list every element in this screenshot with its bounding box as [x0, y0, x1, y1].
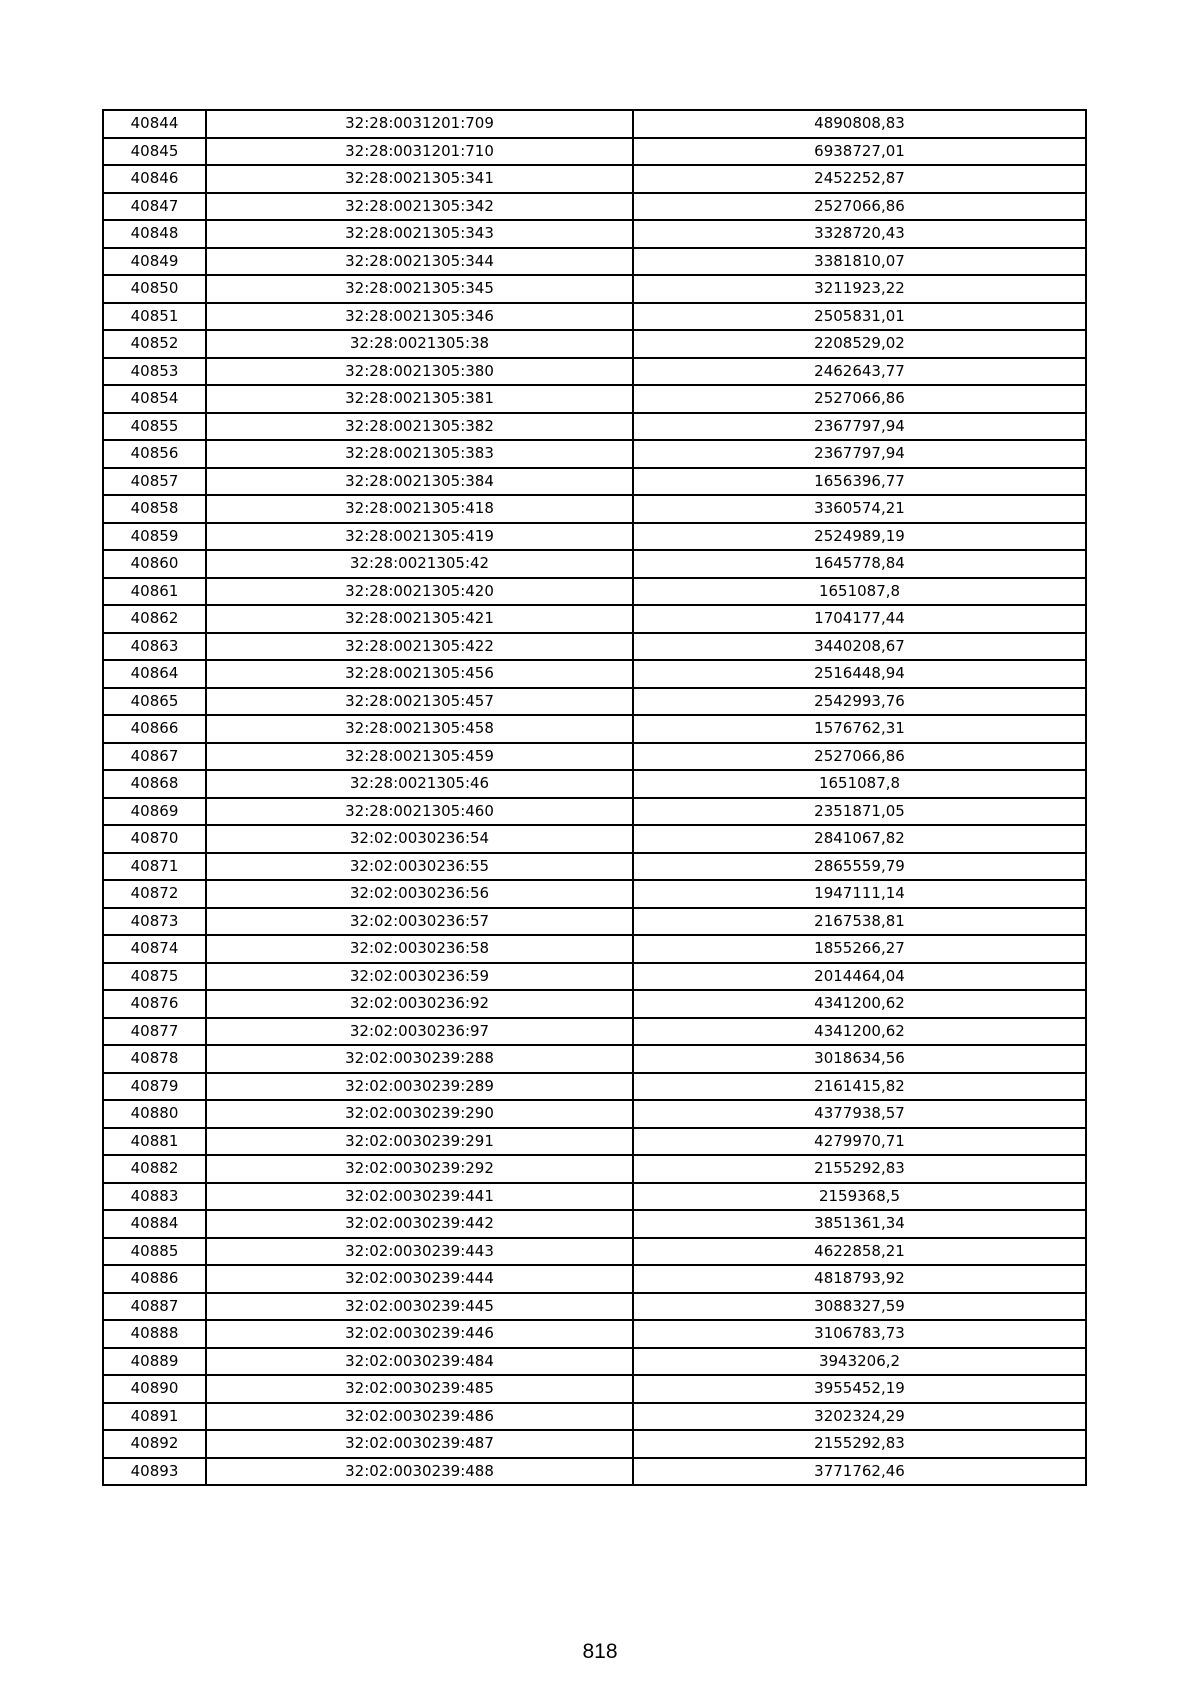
row-number-cell: 40853 — [103, 358, 206, 386]
cadastral-value-cell: 1855266,27 — [633, 935, 1086, 963]
cadastral-number-cell: 32:02:0030236:59 — [206, 963, 633, 991]
cadastral-number-cell: 32:02:0030239:443 — [206, 1238, 633, 1266]
row-number-cell: 40892 — [103, 1430, 206, 1458]
row-number-cell: 40887 — [103, 1293, 206, 1321]
cadastral-value-cell: 3202324,29 — [633, 1403, 1086, 1431]
cadastral-value-cell: 1947111,14 — [633, 880, 1086, 908]
cadastral-value-cell: 4279970,71 — [633, 1128, 1086, 1156]
cadastral-value-cell: 4818793,92 — [633, 1265, 1086, 1293]
cadastral-value-cell: 2462643,77 — [633, 358, 1086, 386]
cadastral-value-cell: 3771762,46 — [633, 1458, 1086, 1486]
cadastral-value-cell: 2452252,87 — [633, 165, 1086, 193]
cadastral-value-cell: 2524989,19 — [633, 523, 1086, 551]
table-row — [103, 358, 1086, 386]
table-row — [103, 798, 1086, 826]
cadastral-number-cell: 32:28:0021305:459 — [206, 743, 633, 771]
cadastral-value-cell: 2516448,94 — [633, 660, 1086, 688]
cadastral-number-cell: 32:28:0021305:421 — [206, 605, 633, 633]
cadastral-number-cell: 32:02:0030239:488 — [206, 1458, 633, 1486]
cadastral-number-cell: 32:02:0030236:55 — [206, 853, 633, 881]
row-number-cell: 40874 — [103, 935, 206, 963]
table-row — [103, 633, 1086, 661]
table-row — [103, 825, 1086, 853]
row-number-cell: 40856 — [103, 440, 206, 468]
row-number-cell: 40878 — [103, 1045, 206, 1073]
row-number-cell: 40889 — [103, 1348, 206, 1376]
row-number-cell: 40883 — [103, 1183, 206, 1211]
cadastral-number-cell: 32:02:0030239:484 — [206, 1348, 633, 1376]
row-number-cell: 40849 — [103, 248, 206, 276]
table-row — [103, 275, 1086, 303]
cadastral-number-cell: 32:28:0021305:344 — [206, 248, 633, 276]
row-number-cell: 40870 — [103, 825, 206, 853]
table-row — [103, 1100, 1086, 1128]
table-row — [103, 1155, 1086, 1183]
cadastral-number-cell: 32:28:0031201:710 — [206, 138, 633, 166]
cadastral-value-cell: 2505831,01 — [633, 303, 1086, 331]
cadastral-number-cell: 32:02:0030236:58 — [206, 935, 633, 963]
table-row — [103, 1265, 1086, 1293]
cadastral-value-cell: 2865559,79 — [633, 853, 1086, 881]
cadastral-number-cell: 32:28:0021305:343 — [206, 220, 633, 248]
cadastral-value-cell: 3088327,59 — [633, 1293, 1086, 1321]
row-number-cell: 40852 — [103, 330, 206, 358]
table-row — [103, 1375, 1086, 1403]
row-number-cell: 40864 — [103, 660, 206, 688]
row-number-cell: 40886 — [103, 1265, 206, 1293]
cadastral-value-cell: 2161415,82 — [633, 1073, 1086, 1101]
cadastral-value-cell: 2155292,83 — [633, 1430, 1086, 1458]
cadastral-number-cell: 32:28:0021305:458 — [206, 715, 633, 743]
row-number-cell: 40863 — [103, 633, 206, 661]
cadastral-value-cell: 3851361,34 — [633, 1210, 1086, 1238]
cadastral-value-cell: 2527066,86 — [633, 193, 1086, 221]
table-row — [103, 138, 1086, 166]
cadastral-number-cell: 32:28:0031201:709 — [206, 110, 633, 138]
row-number-cell: 40869 — [103, 798, 206, 826]
row-number-cell: 40875 — [103, 963, 206, 991]
cadastral-number-cell: 32:02:0030239:289 — [206, 1073, 633, 1101]
row-number-cell: 40866 — [103, 715, 206, 743]
table-row — [103, 468, 1086, 496]
cadastral-number-cell: 32:28:0021305:382 — [206, 413, 633, 441]
cadastral-value-cell: 4890808,83 — [633, 110, 1086, 138]
table-row — [103, 1128, 1086, 1156]
row-number-cell: 40846 — [103, 165, 206, 193]
cadastral-number-cell: 32:02:0030239:442 — [206, 1210, 633, 1238]
cadastral-number-cell: 32:02:0030239:486 — [206, 1403, 633, 1431]
cadastral-value-cell: 3328720,43 — [633, 220, 1086, 248]
table-row — [103, 1430, 1086, 1458]
row-number-cell: 40882 — [103, 1155, 206, 1183]
table-row — [103, 715, 1086, 743]
row-number-cell: 40844 — [103, 110, 206, 138]
table-row — [103, 413, 1086, 441]
table-row — [103, 990, 1086, 1018]
table-row — [103, 1018, 1086, 1046]
cadastral-value-cell: 1651087,8 — [633, 578, 1086, 606]
cadastral-number-cell: 32:28:0021305:346 — [206, 303, 633, 331]
cadastral-number-cell: 32:28:0021305:419 — [206, 523, 633, 551]
cadastral-number-cell: 32:02:0030236:97 — [206, 1018, 633, 1046]
row-number-cell: 40865 — [103, 688, 206, 716]
table-row — [103, 1045, 1086, 1073]
table-row — [103, 220, 1086, 248]
cadastral-number-cell: 32:28:0021305:384 — [206, 468, 633, 496]
cadastral-value-cell: 1645778,84 — [633, 550, 1086, 578]
table-body — [103, 110, 1086, 1485]
cadastral-value-cell: 3381810,07 — [633, 248, 1086, 276]
row-number-cell: 40862 — [103, 605, 206, 633]
row-number-cell: 40872 — [103, 880, 206, 908]
table-row — [103, 248, 1086, 276]
row-number-cell: 40855 — [103, 413, 206, 441]
table-row — [103, 165, 1086, 193]
cadastral-value-cell: 1651087,8 — [633, 770, 1086, 798]
cadastral-value-cell: 2367797,94 — [633, 413, 1086, 441]
row-number-cell: 40888 — [103, 1320, 206, 1348]
table-row — [103, 1320, 1086, 1348]
cadastral-number-cell: 32:28:0021305:418 — [206, 495, 633, 523]
table-row — [103, 743, 1086, 771]
cadastral-number-cell: 32:02:0030239:288 — [206, 1045, 633, 1073]
row-number-cell: 40861 — [103, 578, 206, 606]
cadastral-number-cell: 32:02:0030239:292 — [206, 1155, 633, 1183]
table-row — [103, 880, 1086, 908]
row-number-cell: 40885 — [103, 1238, 206, 1266]
cadastral-number-cell: 32:02:0030236:92 — [206, 990, 633, 1018]
cadastral-number-cell: 32:28:0021305:46 — [206, 770, 633, 798]
table-row — [103, 523, 1086, 551]
row-number-cell: 40867 — [103, 743, 206, 771]
table-row — [103, 853, 1086, 881]
cadastral-value-cell: 2208529,02 — [633, 330, 1086, 358]
table-row — [103, 1238, 1086, 1266]
table-row — [103, 688, 1086, 716]
cadastral-value-cell: 1576762,31 — [633, 715, 1086, 743]
row-number-cell: 40850 — [103, 275, 206, 303]
cadastral-value-cell: 2542993,76 — [633, 688, 1086, 716]
cadastral-value-cell: 2014464,04 — [633, 963, 1086, 991]
row-number-cell: 40854 — [103, 385, 206, 413]
row-number-cell: 40876 — [103, 990, 206, 1018]
table-row — [103, 1293, 1086, 1321]
cadastral-value-cell: 3106783,73 — [633, 1320, 1086, 1348]
row-number-cell: 40890 — [103, 1375, 206, 1403]
row-number-cell: 40871 — [103, 853, 206, 881]
row-number-cell: 40879 — [103, 1073, 206, 1101]
cadastral-number-cell: 32:02:0030236:57 — [206, 908, 633, 936]
cadastral-number-cell: 32:02:0030239:487 — [206, 1430, 633, 1458]
page-number: 818 — [582, 1640, 618, 1663]
row-number-cell: 40884 — [103, 1210, 206, 1238]
cadastral-value-cell: 2367797,94 — [633, 440, 1086, 468]
row-number-cell: 40881 — [103, 1128, 206, 1156]
cadastral-number-cell: 32:02:0030239:446 — [206, 1320, 633, 1348]
cadastral-value-cell: 4341200,62 — [633, 990, 1086, 1018]
row-number-cell: 40877 — [103, 1018, 206, 1046]
row-number-cell: 40860 — [103, 550, 206, 578]
table-row — [103, 770, 1086, 798]
cadastral-number-cell: 32:02:0030239:441 — [206, 1183, 633, 1211]
table-row — [103, 578, 1086, 606]
cadastral-number-cell: 32:28:0021305:38 — [206, 330, 633, 358]
cadastral-number-cell: 32:28:0021305:342 — [206, 193, 633, 221]
cadastral-value-cell: 2167538,81 — [633, 908, 1086, 936]
cadastral-value-cell: 2159368,5 — [633, 1183, 1086, 1211]
cadastral-number-cell: 32:28:0021305:460 — [206, 798, 633, 826]
table-row — [103, 495, 1086, 523]
cadastral-value-cell: 3360574,21 — [633, 495, 1086, 523]
cadastral-number-cell: 32:28:0021305:383 — [206, 440, 633, 468]
cadastral-value-cell: 3440208,67 — [633, 633, 1086, 661]
table-row — [103, 908, 1086, 936]
row-number-cell: 40858 — [103, 495, 206, 523]
row-number-cell: 40880 — [103, 1100, 206, 1128]
cadastral-value-cell: 3943206,2 — [633, 1348, 1086, 1376]
table-row — [103, 440, 1086, 468]
cadastral-number-cell: 32:02:0030236:54 — [206, 825, 633, 853]
cadastral-value-cell: 2841067,82 — [633, 825, 1086, 853]
cadastral-value-cell: 2527066,86 — [633, 743, 1086, 771]
cadastral-number-cell: 32:28:0021305:457 — [206, 688, 633, 716]
table-row — [103, 1403, 1086, 1431]
table-row — [103, 550, 1086, 578]
cadastral-value-cell: 3018634,56 — [633, 1045, 1086, 1073]
cadastral-number-cell: 32:02:0030236:56 — [206, 880, 633, 908]
cadastral-number-cell: 32:28:0021305:345 — [206, 275, 633, 303]
cadastral-value-cell: 1656396,77 — [633, 468, 1086, 496]
cadastral-number-cell: 32:02:0030239:485 — [206, 1375, 633, 1403]
row-number-cell: 40868 — [103, 770, 206, 798]
row-number-cell: 40845 — [103, 138, 206, 166]
row-number-cell: 40851 — [103, 303, 206, 331]
table-row — [103, 193, 1086, 221]
row-number-cell: 40848 — [103, 220, 206, 248]
cadastral-value-cell: 3955452,19 — [633, 1375, 1086, 1403]
table-row — [103, 660, 1086, 688]
cadastral-number-cell: 32:28:0021305:456 — [206, 660, 633, 688]
table-row — [103, 110, 1086, 138]
cadastral-value-table — [102, 109, 1087, 1486]
table-row — [103, 303, 1086, 331]
cadastral-value-cell: 2527066,86 — [633, 385, 1086, 413]
table-row — [103, 935, 1086, 963]
row-number-cell: 40857 — [103, 468, 206, 496]
row-number-cell: 40891 — [103, 1403, 206, 1431]
cadastral-value-cell: 3211923,22 — [633, 275, 1086, 303]
table-row — [103, 1073, 1086, 1101]
cadastral-value-cell: 2351871,05 — [633, 798, 1086, 826]
cadastral-value-cell: 4377938,57 — [633, 1100, 1086, 1128]
table-row — [103, 330, 1086, 358]
cadastral-number-cell: 32:28:0021305:381 — [206, 385, 633, 413]
cadastral-number-cell: 32:28:0021305:380 — [206, 358, 633, 386]
table-row — [103, 1348, 1086, 1376]
row-number-cell: 40859 — [103, 523, 206, 551]
row-number-cell: 40893 — [103, 1458, 206, 1486]
row-number-cell: 40873 — [103, 908, 206, 936]
cadastral-value-cell: 4622858,21 — [633, 1238, 1086, 1266]
table-row — [103, 1210, 1086, 1238]
cadastral-number-cell: 32:28:0021305:42 — [206, 550, 633, 578]
cadastral-number-cell: 32:28:0021305:422 — [206, 633, 633, 661]
cadastral-number-cell: 32:02:0030239:290 — [206, 1100, 633, 1128]
cadastral-number-cell: 32:02:0030239:444 — [206, 1265, 633, 1293]
cadastral-number-cell: 32:28:0021305:420 — [206, 578, 633, 606]
table-row — [103, 963, 1086, 991]
cadastral-number-cell: 32:28:0021305:341 — [206, 165, 633, 193]
cadastral-value-cell: 2155292,83 — [633, 1155, 1086, 1183]
table-row — [103, 1183, 1086, 1211]
row-number-cell: 40847 — [103, 193, 206, 221]
cadastral-number-cell: 32:02:0030239:445 — [206, 1293, 633, 1321]
cadastral-value-cell: 6938727,01 — [633, 138, 1086, 166]
cadastral-value-cell: 1704177,44 — [633, 605, 1086, 633]
table-row — [103, 605, 1086, 633]
cadastral-value-cell: 4341200,62 — [633, 1018, 1086, 1046]
table-row — [103, 1458, 1086, 1486]
table-row — [103, 385, 1086, 413]
cadastral-number-cell: 32:02:0030239:291 — [206, 1128, 633, 1156]
